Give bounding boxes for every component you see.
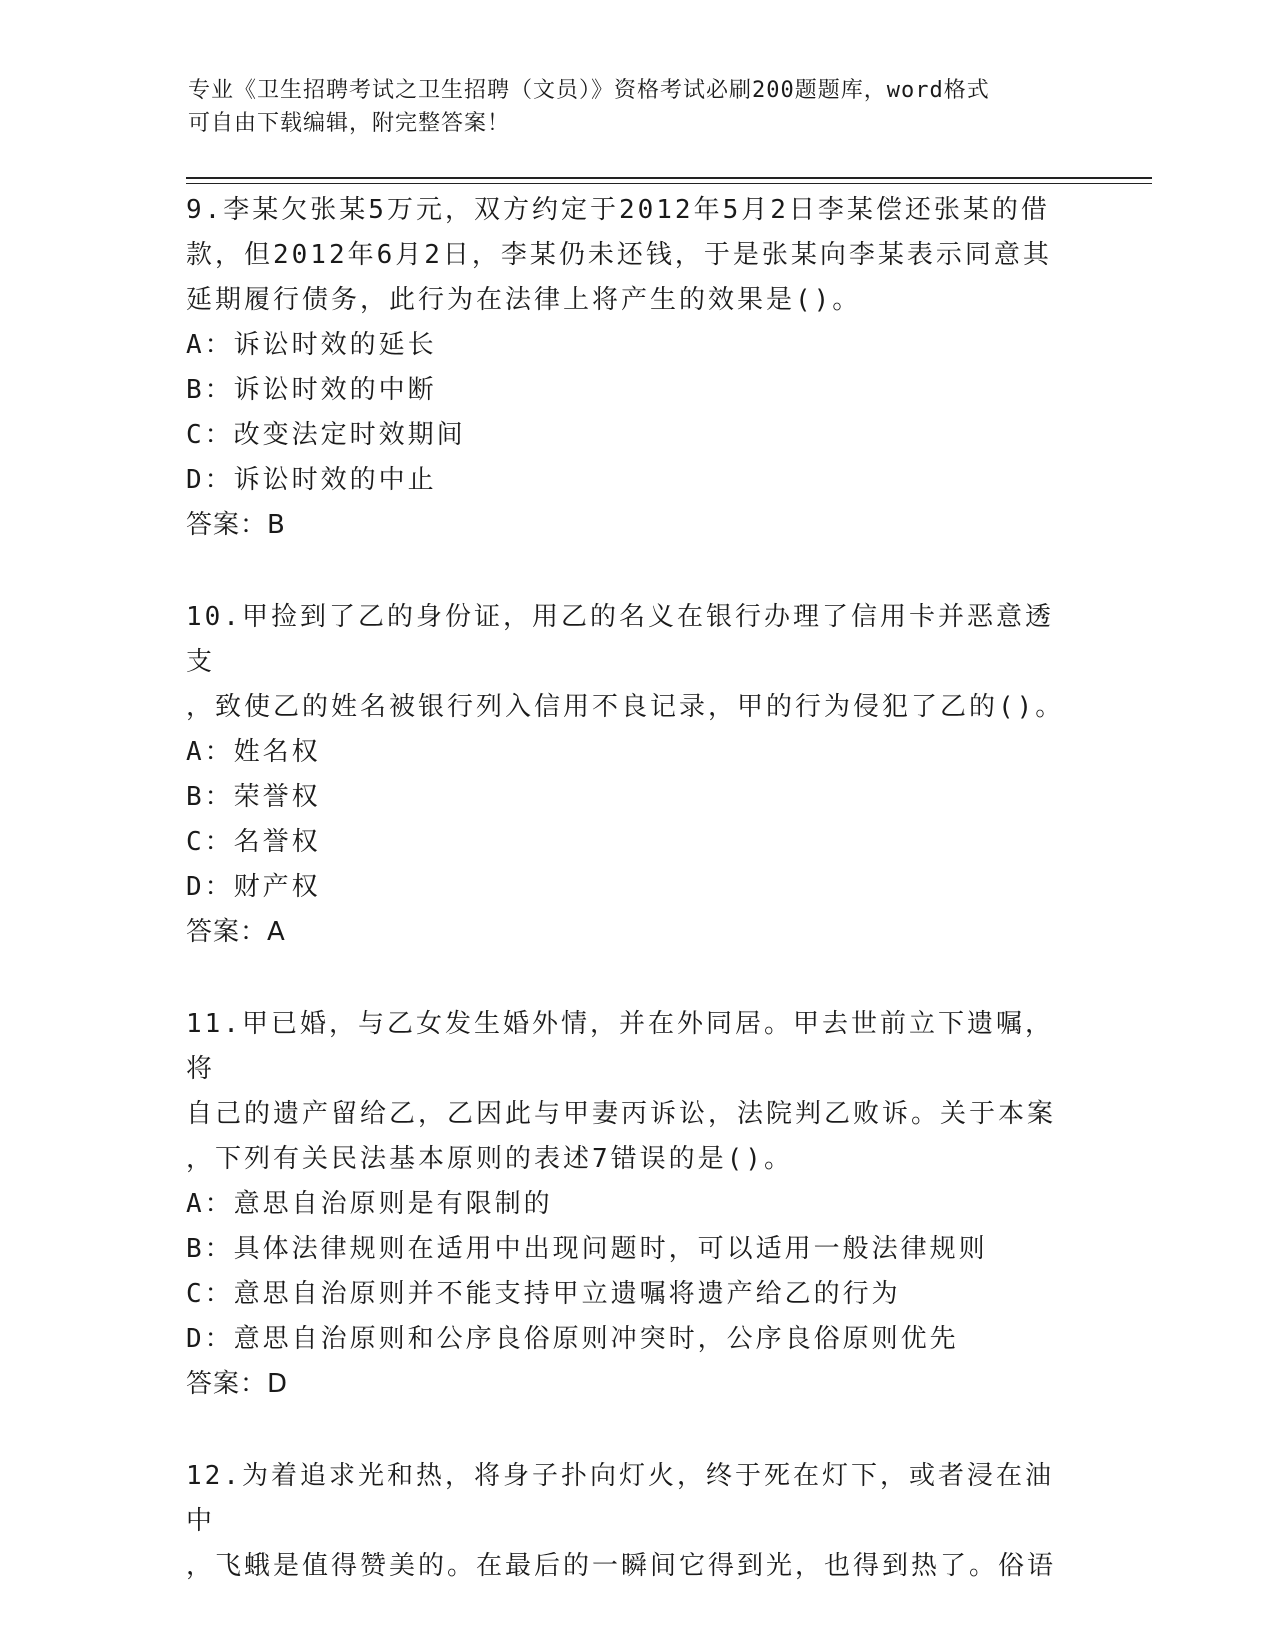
- question-list: [186, 188, 1076, 1636]
- header-divider-thick: [186, 177, 1152, 179]
- question-stem-line: ，飞蛾是值得赞美的。在最后的一瞬间它得到光，也得到热了。俗语: [186, 1551, 1057, 1581]
- option-b: B：荣誉权: [186, 782, 321, 812]
- header-line-2: 可自由下载编辑，附完整答案！: [188, 111, 511, 136]
- question-stem-line: 款，但2012年6月2日，李某仍未还钱，于是张某向李某表示同意其: [186, 240, 1052, 270]
- option-b: B：诉讼时效的中断: [186, 375, 437, 405]
- question-stem-line: 12.为着追求光和热，将身子扑向灯火，终于死在灯下，或者浸在油中: [186, 1461, 1054, 1536]
- question-stem-line: 10.甲捡到了乙的身份证，用乙的名义在银行办理了信用卡并恶意透支: [186, 602, 1054, 677]
- option-a: A：意思自治原则是有限制的: [186, 1189, 553, 1219]
- option-c: C：名誉权: [186, 827, 321, 857]
- header-divider-thin: [186, 183, 1152, 184]
- option-a: A：诉讼时效的延长: [186, 330, 437, 360]
- option-c: C：意思自治原则并不能支持甲立遗嘱将遗产给乙的行为: [186, 1279, 901, 1309]
- answer-line: 答案：A: [186, 917, 286, 947]
- question-stem-line: ，下列有关民法基本原则的表述7错误的是()。: [186, 1144, 793, 1174]
- option-b: B：具体法律规则在适用中出现问题时，可以适用一般法律规则: [186, 1234, 988, 1264]
- option-a: A：姓名权: [186, 737, 321, 767]
- header-line-1: 专业《卫生招聘考试之卫生招聘（文员）》资格考试必刷200题题库，word格式: [188, 78, 990, 103]
- option-d: D：诉讼时效的中止: [186, 465, 437, 495]
- answer-line: 答案：B: [186, 510, 286, 540]
- question-stem-line: 延期履行债务，此行为在法律上将产生的效果是()。: [186, 285, 862, 315]
- option-d: D：财产权: [186, 872, 321, 902]
- document-header: [188, 74, 1068, 140]
- question-stem-line: 11.甲已婚，与乙女发生婚外情，并在外同居。甲去世前立下遗嘱，将: [186, 1009, 1054, 1084]
- question-stem-line: 自己的遗产留给乙，乙因此与甲妻丙诉讼，法院判乙败诉。关于本案: [186, 1099, 1057, 1129]
- option-c: C：改变法定时效期间: [186, 420, 466, 450]
- question-stem-line: 9.李某欠张某5万元，双方约定于2012年5月2日李某偿还张某的借: [186, 195, 1050, 225]
- question-11: [186, 1002, 1076, 1407]
- option-d: D：意思自治原则和公序良俗原则冲突时，公序良俗原则优先: [186, 1324, 959, 1354]
- answer-line: 答案：D: [186, 1369, 289, 1399]
- question-10: [186, 595, 1076, 955]
- question-12: [186, 1454, 1076, 1589]
- question-9: [186, 188, 1076, 548]
- question-stem-line: ，致使乙的姓名被银行列入信用不良记录，甲的行为侵犯了乙的()。: [186, 692, 1065, 722]
